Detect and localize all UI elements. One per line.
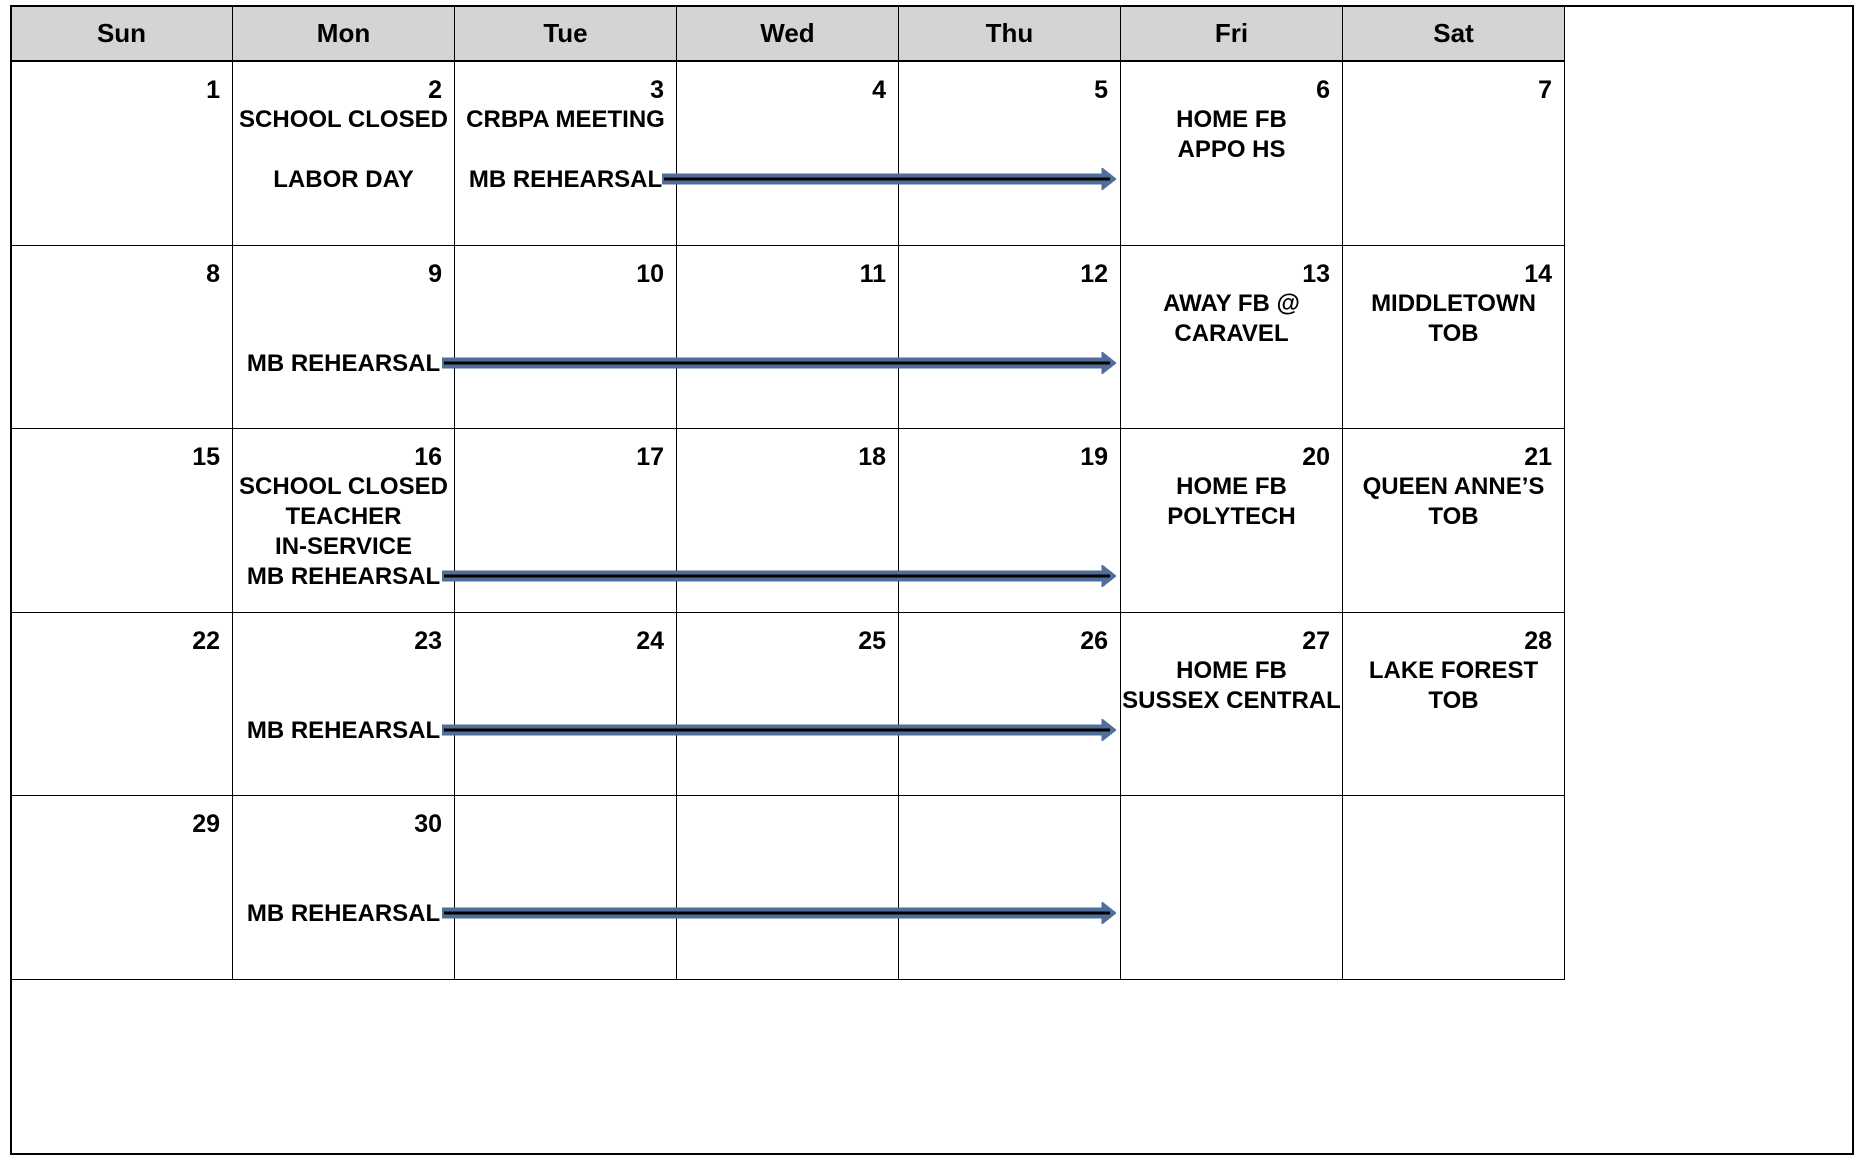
day-number: 12 xyxy=(1080,259,1108,288)
day-number: 27 xyxy=(1302,626,1330,655)
day-number: 6 xyxy=(1316,76,1330,104)
day-number: 1 xyxy=(206,76,220,104)
day-cell[interactable] xyxy=(10,245,233,430)
day-number: 28 xyxy=(1524,626,1552,655)
day-number: 24 xyxy=(636,626,664,655)
day-cell[interactable] xyxy=(10,428,233,613)
day-cell[interactable] xyxy=(898,795,1121,980)
event-label: TOB xyxy=(1428,319,1479,347)
day-number: 8 xyxy=(206,259,220,288)
event-label: MIDDLETOWN xyxy=(1371,289,1536,317)
day-cell[interactable] xyxy=(232,428,455,613)
event-label: MB REHEARSAL xyxy=(246,349,441,377)
event-label: CRBPA MEETING xyxy=(466,106,665,133)
day-number: 22 xyxy=(192,626,220,655)
event-label: SUSSEX CENTRAL xyxy=(1122,686,1341,714)
day-cell[interactable] xyxy=(676,428,899,613)
day-number: 18 xyxy=(858,443,886,471)
event-label: HOME FB xyxy=(1176,656,1287,684)
day-number: 26 xyxy=(1080,626,1108,655)
event-label: SCHOOL CLOSED xyxy=(239,106,448,133)
day-cell[interactable] xyxy=(454,795,677,980)
day-number: 21 xyxy=(1524,443,1552,471)
event-label: SCHOOL CLOSED xyxy=(239,473,448,500)
day-cell[interactable] xyxy=(676,245,899,430)
day-number: 30 xyxy=(414,810,442,838)
day-cell[interactable] xyxy=(1342,612,1565,797)
day-number: 7 xyxy=(1538,76,1552,104)
day-number: 4 xyxy=(872,76,886,104)
day-cell[interactable] xyxy=(454,245,677,430)
day-cell[interactable] xyxy=(10,612,233,797)
event-label: TOB xyxy=(1428,686,1479,714)
weekday-header-sat: Sat xyxy=(1342,5,1565,61)
day-cell[interactable] xyxy=(10,795,233,980)
event-label: TOB xyxy=(1428,503,1479,530)
calendar-grid xyxy=(10,5,1854,1155)
weekday-header-tue: Tue xyxy=(454,5,677,61)
day-cell[interactable] xyxy=(1342,245,1565,430)
weekday-header-sun: Sun xyxy=(10,5,233,61)
day-number: 29 xyxy=(192,810,220,838)
day-number: 13 xyxy=(1302,259,1330,288)
event-label: QUEEN ANNE’S xyxy=(1362,473,1545,500)
day-cell[interactable] xyxy=(898,428,1121,613)
day-number: 20 xyxy=(1302,443,1330,471)
day-number: 19 xyxy=(1080,443,1108,471)
weekday-header-fri: Fri xyxy=(1120,5,1343,61)
day-cell[interactable] xyxy=(1120,428,1343,613)
day-cell[interactable] xyxy=(1342,795,1565,980)
event-label: HOME FB xyxy=(1176,473,1287,500)
weekday-header-mon: Mon xyxy=(232,5,455,61)
day-number: 11 xyxy=(859,259,886,288)
day-number: 23 xyxy=(414,626,442,655)
day-cell[interactable] xyxy=(676,61,899,246)
event-label: MB REHEARSAL xyxy=(468,166,663,193)
event-label: TEACHER xyxy=(285,503,402,530)
event-label: MB REHEARSAL xyxy=(246,900,441,927)
event-label: APPO HS xyxy=(1177,136,1286,163)
day-cell[interactable] xyxy=(1120,612,1343,797)
day-cell[interactable] xyxy=(898,245,1121,430)
day-cell[interactable] xyxy=(676,795,899,980)
day-cell[interactable] xyxy=(1120,245,1343,430)
event-label: LABOR DAY xyxy=(273,166,414,193)
day-number: 16 xyxy=(414,443,442,471)
day-cell[interactable] xyxy=(232,245,455,430)
day-cell[interactable] xyxy=(1342,61,1565,246)
day-cell[interactable] xyxy=(454,428,677,613)
day-cell[interactable] xyxy=(232,61,455,246)
event-label: IN-SERVICE xyxy=(275,533,412,560)
event-label: LAKE FOREST xyxy=(1368,656,1539,684)
day-cell[interactable] xyxy=(10,61,233,246)
day-number: 10 xyxy=(636,259,664,288)
weekday-header-wed: Wed xyxy=(676,5,899,61)
day-number: 3 xyxy=(650,76,664,104)
day-number: 5 xyxy=(1094,76,1108,104)
day-number: 2 xyxy=(428,76,442,104)
day-number: 25 xyxy=(858,626,886,655)
day-number: 9 xyxy=(428,259,442,288)
day-cell[interactable] xyxy=(232,795,455,980)
event-label: AWAY FB @ xyxy=(1163,289,1300,317)
event-label: MB REHEARSAL xyxy=(246,563,441,590)
event-label: MB REHEARSAL xyxy=(246,716,441,744)
day-number: 14 xyxy=(1524,259,1552,288)
day-cell[interactable] xyxy=(232,612,455,797)
day-number: 17 xyxy=(636,443,664,471)
day-cell[interactable] xyxy=(1120,61,1343,246)
day-cell[interactable] xyxy=(1120,795,1343,980)
weekday-header-thu: Thu xyxy=(898,5,1121,61)
day-cell[interactable] xyxy=(454,612,677,797)
day-cell[interactable] xyxy=(898,612,1121,797)
day-number: 15 xyxy=(192,443,220,471)
day-cell[interactable] xyxy=(1342,428,1565,613)
day-cell[interactable] xyxy=(898,61,1121,246)
day-cell[interactable] xyxy=(454,61,677,246)
day-cell[interactable] xyxy=(676,612,899,797)
event-label: HOME FB xyxy=(1176,106,1287,133)
event-label: POLYTECH xyxy=(1167,503,1296,530)
event-label: CARAVEL xyxy=(1174,319,1289,347)
